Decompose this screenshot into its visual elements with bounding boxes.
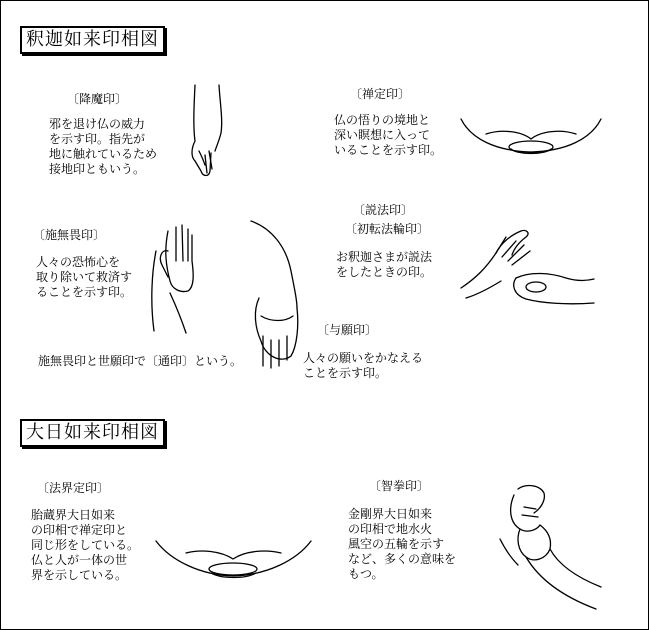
chiken-label: 〔智拳印〕 xyxy=(369,479,430,493)
seppou-sublabel: 〔初転法輪印〕 xyxy=(345,222,430,236)
semui-label: 〔施無畏印〕 xyxy=(33,228,106,242)
chiken-description: 金剛界大日如来 の印相で地水火 風空の五輪を示す など、多くの意味を もつ。 xyxy=(348,507,457,581)
semui-description: 人々の恐怖心を 取り除いて救済す ることを示す印。 xyxy=(36,255,133,299)
seppou-label: 〔説法印〕 xyxy=(353,203,414,217)
shaka-section-title: 釈迦如来印相図 xyxy=(20,26,165,54)
dainichi-section-title: 大日如来印相図 xyxy=(20,419,165,447)
gouma-label: 〔降魔印〕 xyxy=(67,92,128,106)
gouma-hand-icon xyxy=(181,81,231,181)
seppou-description: お釈迦さまが説法 をしたときの印。 xyxy=(336,250,433,279)
jouin-hands-icon xyxy=(456,109,606,164)
yogan-hand-icon xyxy=(241,216,311,371)
semui-hand-icon xyxy=(146,221,206,336)
gouma-description: 邪を退け仏の威力 を示す印。指先が 地に触れているため 接地印ともいう。 xyxy=(49,117,158,176)
chiken-hands-icon xyxy=(496,479,606,614)
seppou-hands-icon xyxy=(456,223,596,313)
jouin-label: 〔禅定印〕 xyxy=(350,87,411,101)
yogan-description: 人々の願いをかなえる ことを示す印。 xyxy=(303,351,424,380)
hokkai-hands-icon xyxy=(151,531,316,586)
hokkai-label: 〔法界定印〕 xyxy=(37,481,110,495)
jouin-description: 仏の悟りの境地と 深い瞑想に入って いることを示す印。 xyxy=(334,113,443,157)
tsuuin-note: 施無畏印と世願印で〔通印〕という。 xyxy=(38,354,243,368)
hokkai-description: 胎蔵界大日如来 の印相で禅定印と 同じ形をしている。 仏と人が一体の世 界を示している。 xyxy=(31,508,140,582)
yogan-label: 〔与願印〕 xyxy=(317,323,378,337)
